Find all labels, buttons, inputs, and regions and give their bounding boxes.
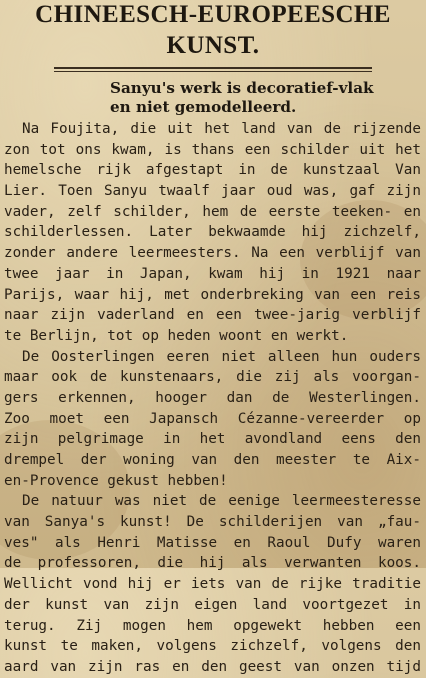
article-line: schilderlessen. Later bekwaamde hij zichzelf, (4, 224, 421, 241)
article-line: hemelsche rijk afgestapt in de kunstzaal Van (4, 162, 421, 179)
article-line: vader, zelf schilder, hem de eerste teeken- en (4, 203, 421, 220)
article-line: Na Foujita, die uit het land van de rijzende (22, 121, 421, 137)
article-line: zijn pelgrimage in het avondland eens den (4, 431, 421, 448)
article-line: ves" als Henri Matisse en Raoul Dufy waren (4, 534, 421, 551)
article-line: van Sanya's kunst! De schilderijen van „fau- (4, 514, 421, 531)
article-line: der kunst van zijn eigen land voortgezet in (4, 596, 421, 613)
article-line: Parijs, waar hij, met onderbreking van een reis (4, 286, 421, 303)
headline-rule (54, 67, 372, 69)
article-line: De natuur was niet de eenige leermeesteresse (22, 493, 421, 510)
article-line: naar zijn vaderland en een twee-jarig verblijf (4, 307, 421, 324)
article-line: de professoren, die hij als verwanten koos. (4, 555, 421, 572)
article-line: Zoo moet een Japansch Cézanne-vereerder op (4, 410, 421, 427)
article-line: Wellicht vond hij er iets van de rijke traditie (4, 576, 421, 593)
article-line: kunst te maken, volgens zichzelf, volgens den (4, 638, 421, 655)
headline-rule-thin (54, 71, 372, 72)
article-line: terug. Zij mogen hem opgewekt hebben een (4, 617, 421, 634)
article-line: en-Provence gekust hebben! (4, 472, 228, 489)
article-line: De Oosterlingen eeren niet alleen hun ouders (22, 348, 421, 365)
article-line: drempel der woning van den meester te Aix- (4, 452, 421, 468)
article-line: aard van zijn ras en den geest van onzen tijd (4, 658, 421, 675)
article-line: gers erkennen, hooger dan de Westerlingen. (4, 389, 421, 406)
article-line: twee jaar in Japan, kwam hij in 1921 naar (4, 265, 421, 282)
article-line: zon tot ons kwam, is thans een schilder uit het (4, 141, 421, 158)
article-body (0, 119, 426, 678)
subheading-line-1: Sanyu's werk is decoratief-vlak (110, 79, 374, 97)
subheading-line-2: en niet gemodelleerd. (110, 98, 297, 116)
article-line: maar ook de kunstenaars, die zij als voorgan- (4, 369, 421, 386)
article-line: Lier. Toen Sanyu twaalf jaar oud was, gaf zijn (4, 183, 421, 200)
headline-line-2: KUNST. (166, 32, 260, 59)
article-line: zonder andere leermeesters. Na een verblijf van (4, 245, 421, 262)
headline-line-1: CHINEESCH-EUROPEESCHE (35, 1, 391, 28)
article-line: te Berlijn, tot op heden woont en werkt. (4, 327, 349, 344)
